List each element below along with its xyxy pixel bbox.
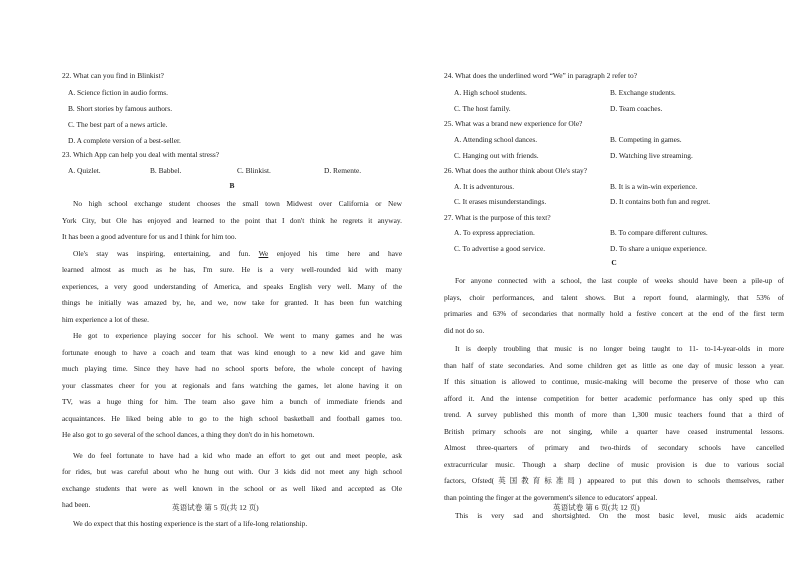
passage-c [444, 273, 784, 525]
question-24-stem-text: 24. What does the underlined word “We” in paragraph 2 refer to? [444, 71, 637, 80]
question-25-option-c: C. Hanging out with friends. [454, 151, 539, 160]
passage-c-line: did not do so. [444, 325, 485, 335]
passage-c-line: trend. A survey published this month of more than 1,300 music teachers found that a third of [444, 410, 784, 419]
passage-b-line: It has been a good adventure for us and I think for him too. [62, 232, 237, 241]
question-24-option-a: A. High school students. [454, 88, 527, 97]
question-22-option-b: B. Short stories by famous authors. [68, 104, 173, 113]
question-25-option-d: D. Watching live streaming. [610, 151, 693, 160]
passage-b-line: No high school exchange student chooses the small town Midwest over California or New [73, 199, 402, 208]
passage-c-line: primaries and 63% of secondaries that normally hold a festive concert at the end of the first term [444, 309, 784, 318]
passage-b-line: much playing time. Since they have had no school sports before, the whole concept of having [62, 364, 402, 373]
question-27-option-d: D. To share a unique experience. [610, 244, 707, 253]
question-23-option-a: A. Quizlet. [68, 166, 101, 175]
question-23-stem: 23. Which App can help you deal with mental stress? [62, 150, 220, 159]
question-23-option-b: B. Babbel. [150, 166, 182, 175]
passage-b-line: experiences, a very good understanding of America, and speaks English very well. Many of the [62, 281, 402, 291]
question-27-option-a: A. To express appreciation. [454, 228, 535, 237]
question-24-option-c: C. The host family. [454, 104, 511, 113]
passage-b-line: your classmates cheer for you at regionals and fans watching the games, let alone having it on [62, 380, 402, 390]
passage-c-line: plays, choir performances, and talent shows. But a report found, alarmingly, that 53% of [444, 292, 784, 302]
passage-b-line: We do feel fortunate to have had a kid who made an effort to get out and meet people, ask [73, 450, 402, 460]
passage-c-line: For anyone connected with a school, the last couple of weeks should have been a pile-up of [455, 276, 784, 285]
passage-b [62, 196, 402, 532]
question-24-stem [444, 72, 637, 81]
passage-c-line: It is deeply troubling that music is no longer being taught to 11- to-14-year-olds in more [455, 344, 784, 353]
passage-c-line: Almost three-quarters of primary and two-thirds of secondary schools have cancelled [444, 443, 784, 452]
passage-b-line: had been. [62, 500, 91, 509]
passage-c-line: than pointing the finger at the government's silence to educators' appeal. [444, 492, 658, 502]
passage-b-line [62, 246, 402, 263]
question-23-option-d: D. Remente. [324, 166, 362, 175]
question-27-stem: 27. What is the purpose of this text? [444, 213, 551, 222]
section-c-heading: C [611, 258, 617, 267]
passage-b-line: things he initially was amazed by, he, and we, now take for granted. It has been fun watching [62, 298, 402, 307]
passage-b-line: TV, was a huge thing for him. The team also gave him a bunch of immediate friends and [62, 397, 402, 406]
passage-b-line: He got to experience playing soccer for his school. We went to many games and he was [73, 331, 402, 340]
passage-b-line: York City, but Ole has enjoyed and learned to the point that I don't think he regrets it anyway. [62, 215, 402, 225]
question-26-option-c: C. It erases misunderstandings. [454, 197, 547, 206]
passage-b-line: He also got to go several of the school dances, a thing they don't do in his hometown. [62, 430, 315, 439]
question-27-option-c: C. To advertise a good service. [454, 244, 546, 253]
question-22-option-c: C. The best part of a news article. [68, 120, 168, 129]
passage-b-line: fortunate enough to have a coach and team that was kind enough to a new kid and gave him [62, 347, 402, 357]
passage-b-line: learned almost as much as he has, I'm sure. He is a very well-rounded kid with many [62, 265, 402, 274]
passage-b-line: exchange students that were as well known in the school or as well liked and accepted as Ole [62, 483, 402, 493]
question-24-option-d: D. Team coaches. [610, 104, 663, 113]
question-24-option-b: B. Exchange students. [610, 88, 676, 97]
question-23-option-c: C. Blinkist. [237, 166, 271, 175]
question-26-stem: 26. What does the author think about Ole's stay? [444, 166, 588, 175]
passage-b-line: for rides, but was careful about who he hung out with. Our 3 kids did not meet any high school [62, 467, 402, 476]
passage-c-line: This is very sad and shortsighted. On the most basic level, music aids academic [455, 511, 784, 520]
section-b-heading: B [229, 181, 235, 190]
passage-b-line: We do expect that this hosting experience is the start of a life-long relationship. [73, 518, 308, 528]
question-22-stem: 22. What can you find in Blinkist? [62, 71, 164, 80]
passage-c-line: factors, Ofsted(英国教育标准局) appeared to put this down to schools themselves, rather [444, 476, 784, 485]
question-26-option-d: D. It contains both fun and regret. [610, 197, 711, 206]
passage-c-line: afford it. And the intense competition for better academic performance has only sped up this [444, 393, 784, 403]
question-26-option-a: A. It is adventurous. [454, 182, 515, 191]
passage-c-line: If this situation is allowed to continue, music-making will become the preserve of those who can [444, 377, 784, 386]
passage-b-line: acquaintances. He liked being able to go to the high school basketball and football games too. [62, 413, 402, 423]
underlined-word-we: We [258, 248, 269, 258]
passage-b-line-start: Ole's stay was inspiring, entertaining, and fun. We enjoyed his time here and have [73, 248, 402, 258]
question-25-option-b: B. Competing in games. [610, 135, 682, 144]
passage-c-line: British primary schools are not singing, while a quarter have ceased instrumental lessons. [444, 426, 784, 436]
right-page-footer: 英语试卷 第 6 页(共 12 页) [553, 503, 640, 512]
passage-b-line: him experience a lot of these. [62, 314, 150, 324]
passage-c-line: than half of state secondaries. And some children get as little as one day of music lesson a year. [444, 360, 784, 370]
question-22-option-a: A. Science fiction in audio forms. [68, 88, 168, 97]
question-22-option-d: D. A complete version of a best-seller. [68, 136, 181, 145]
left-page-footer: 英语试卷 第 5 页(共 12 页) [172, 503, 259, 512]
question-25-option-a: A. Attending school dances. [454, 135, 538, 144]
question-27-option-b: B. To compare different cultures. [610, 228, 708, 237]
question-25-stem: 25. What was a brand new experience for Ole? [444, 119, 583, 128]
passage-c-line: extracurricular music. Though a sharp decline of music provision is due to various social [444, 459, 784, 469]
question-26-option-b: B. It is a win-win experience. [610, 182, 698, 191]
